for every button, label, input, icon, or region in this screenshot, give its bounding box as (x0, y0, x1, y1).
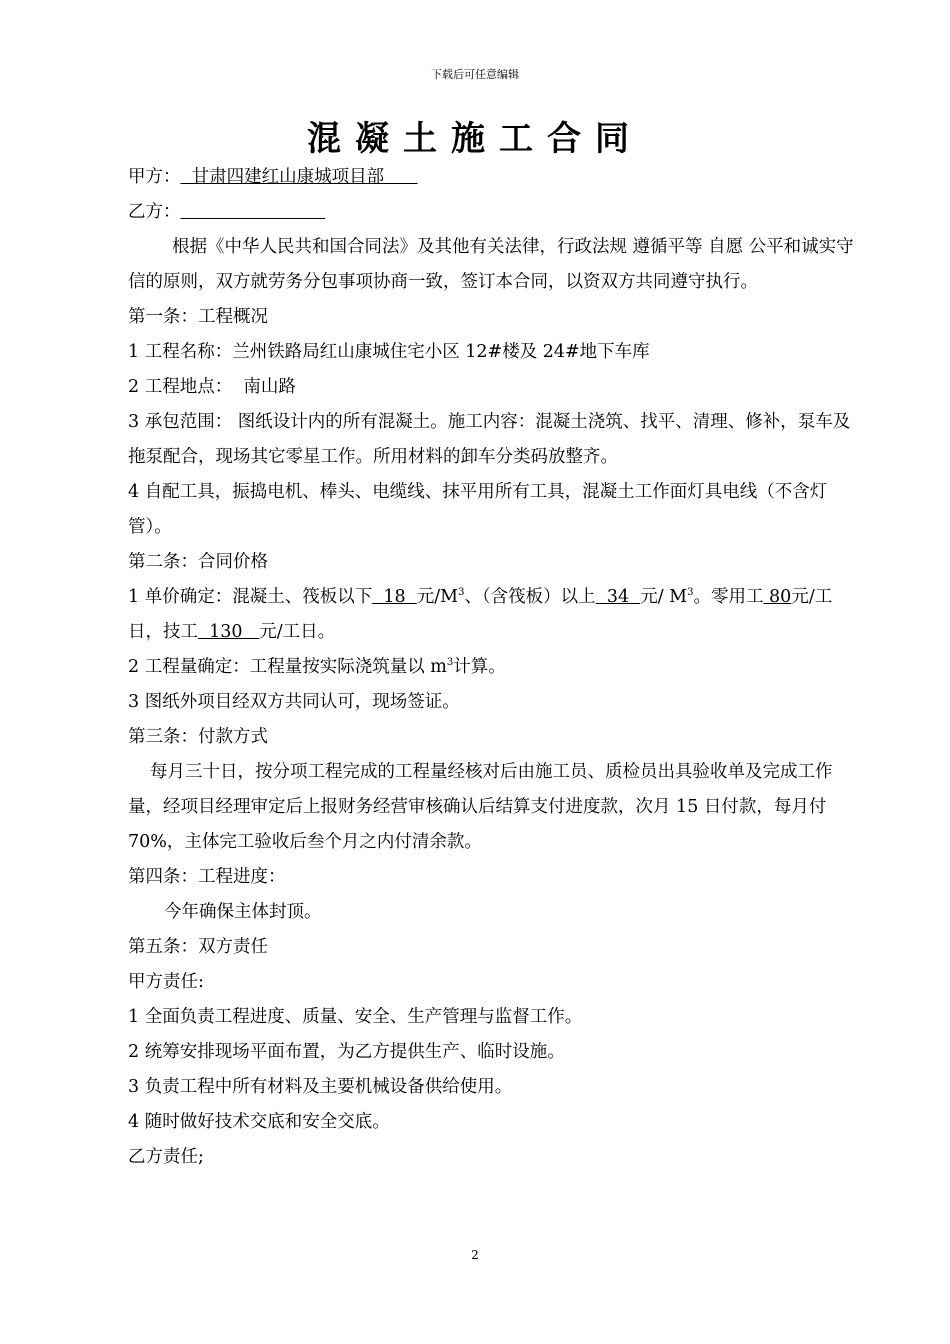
article-1-item-3: 3 承包范围： 图纸设计内的所有混凝土。施工内容：混凝土浇筑、找平、清理、修补，泵车及拖泵配合，现场其它零星工作。所用材料的卸车分类码放整齐。 (128, 412, 851, 467)
party-b-duties-label: 乙方责任; (128, 1147, 204, 1167)
article-1-item-2: 2 工程地点： 南山路 (128, 377, 296, 397)
article-2-heading: 第二条：合同价格 (128, 552, 268, 572)
quantity-text: 计算。 (453, 657, 506, 677)
document-body (128, 160, 858, 1175)
unit-text: 元/ M (640, 587, 688, 607)
article-1-item-1: 1 工程名称：兰州铁路局红山康城住宅小区 12#楼及 24#地下车库 (128, 342, 650, 362)
article-2-item-1 (128, 580, 858, 650)
party-b-label: 乙方： (128, 202, 181, 222)
party-a-duty-2: 2 统筹安排现场平面布置，为乙方提供生产、临时设施。 (128, 1042, 565, 1062)
party-a-duty-1: 1 全面负责工程进度、质量、安全、生产管理与监督工作。 (128, 1007, 583, 1027)
quantity-text: 2 工程量确定：工程量按实际浇筑量以 m (128, 657, 447, 677)
technician-price: 130 (198, 622, 260, 642)
unit-price-text: 。零用工 (693, 587, 764, 607)
page-header: 下载后可任意编辑 (431, 68, 519, 81)
price-below-raft: 18 (372, 587, 417, 607)
unit-text: 元/M (416, 587, 459, 607)
article-1-item-4: 4 自配工具，振捣电机、棒头、电缆线、抹平用所有工具，混凝土工作面灯具电线（不含灯管）。 (128, 482, 828, 537)
article-4-heading: 第四条：工程进度： (128, 867, 286, 887)
party-a-label: 甲方： (128, 167, 181, 187)
unit-price-text: 元/工日，技工 (128, 587, 833, 642)
unit-price-text: 元/工日。 (259, 622, 336, 642)
superscript: 3 (446, 657, 454, 669)
superscript: 3 (687, 587, 694, 599)
party-b-line (128, 195, 858, 230)
intro-paragraph: 根据《中华人民共和国合同法》及其他有关法律，行政法规 遵循平等 自愿 公平和诚实守信的原则，双方就劳务分包事项协商一致，签订本合同，以资双方共同遵守执行。 (128, 237, 854, 292)
unit-price-text: 1 单价确定：混凝土、筏板以下 (128, 587, 373, 607)
party-a-duties-label: 甲方责任: (128, 972, 204, 992)
article-2-item-3: 3 图纸外项目经双方共同认可，现场签证。 (128, 692, 460, 712)
document-title: 混凝土施工合同 (307, 119, 643, 159)
casual-labor-price: 80 (763, 587, 792, 607)
party-a-duty-4: 4 随时做好技术交底和安全交底。 (128, 1112, 390, 1132)
superscript: 3 (458, 587, 465, 599)
party-a-value: 甘肃四建红山康城项目部 (180, 167, 418, 187)
party-a-line (128, 160, 858, 195)
article-2-item-2 (128, 650, 858, 685)
page-number: 2 (471, 1248, 479, 1262)
article-3-paragraph: 每月三十日，按分项工程完成的工程量经核对后由施工员、质检员出具验收单及完成工作量，经项目经理审定后上报财务经营审核确认后结算支付进度款，次月 15 日付款，每月付 70%，主体完工验收后叁个月之内付清余款。 (128, 762, 833, 852)
article-5-heading: 第五条：双方责任 (128, 937, 268, 957)
article-1-heading: 第一条：工程概况 (128, 307, 268, 327)
article-3-heading: 第三条：付款方式 (128, 727, 268, 747)
price-above-raft: 34 (595, 587, 641, 607)
unit-price-text: 、（含筏板）以上 (464, 587, 596, 607)
article-4-paragraph: 今年确保主体封顶。 (164, 902, 322, 922)
party-b-value (181, 202, 326, 222)
party-a-duty-3: 3 负责工程中所有材料及主要机械设备供给使用。 (128, 1077, 513, 1097)
